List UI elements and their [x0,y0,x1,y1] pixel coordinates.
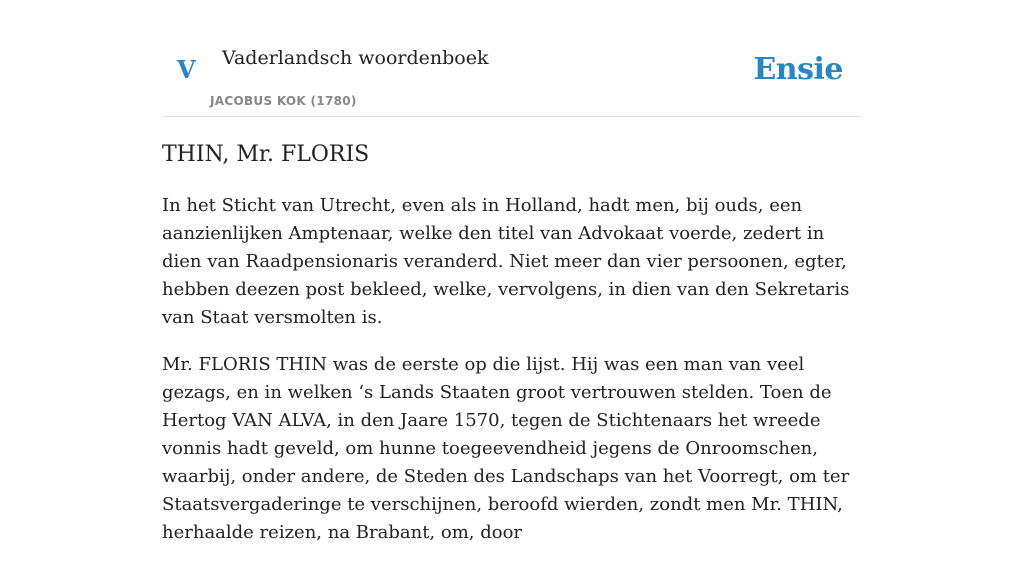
entry-title: THIN, Mr. FLORIS [162,142,370,167]
entry-paragraph-2: Mr. FLORIS THIN was de eerste op die lijst. Hij was een man van veel gezags, en in welken ‘s Lands Staaten groot vertrouwen stelden. Toen de Hertog VAN ALVA, in den Jaare 1570, tegen de Stichtenaars het wreede vonnis hadt geveld, om hunne toegeevendheid jegens de Onroomschen, waarbij, onder andere, de Steden des Landschaps van het Voorregt, om ter Staatsvergaderinge te verschijnen, beroofd wierden, zondt men Mr. THIN, herhaalde reizen, na Brabant, om, door [162,354,850,543]
header [162,0,862,117]
entry-body [162,192,868,566]
entry-paragraph-1: In het Sticht van Utrecht, even als in Holland, hadt men, bij ouds, een aanzienlijken Amptenaar, welke den titel van Advokaat voerde, zedert in dien van Raadpensionaris veranderd. Niet meer dan vier persoonen, egter, hebben deezen post bekleed, welke, vervolgens, in dien van den Sekretaris van Staat versmolten is. [162,195,850,328]
book-title-link[interactable]: Vaderlandsch woordenboek [222,47,489,69]
ensie-logo[interactable]: Ensie [753,52,843,87]
book-author: JACOBUS KOK (1780) [210,94,357,108]
letter-marker[interactable]: V [177,55,196,84]
